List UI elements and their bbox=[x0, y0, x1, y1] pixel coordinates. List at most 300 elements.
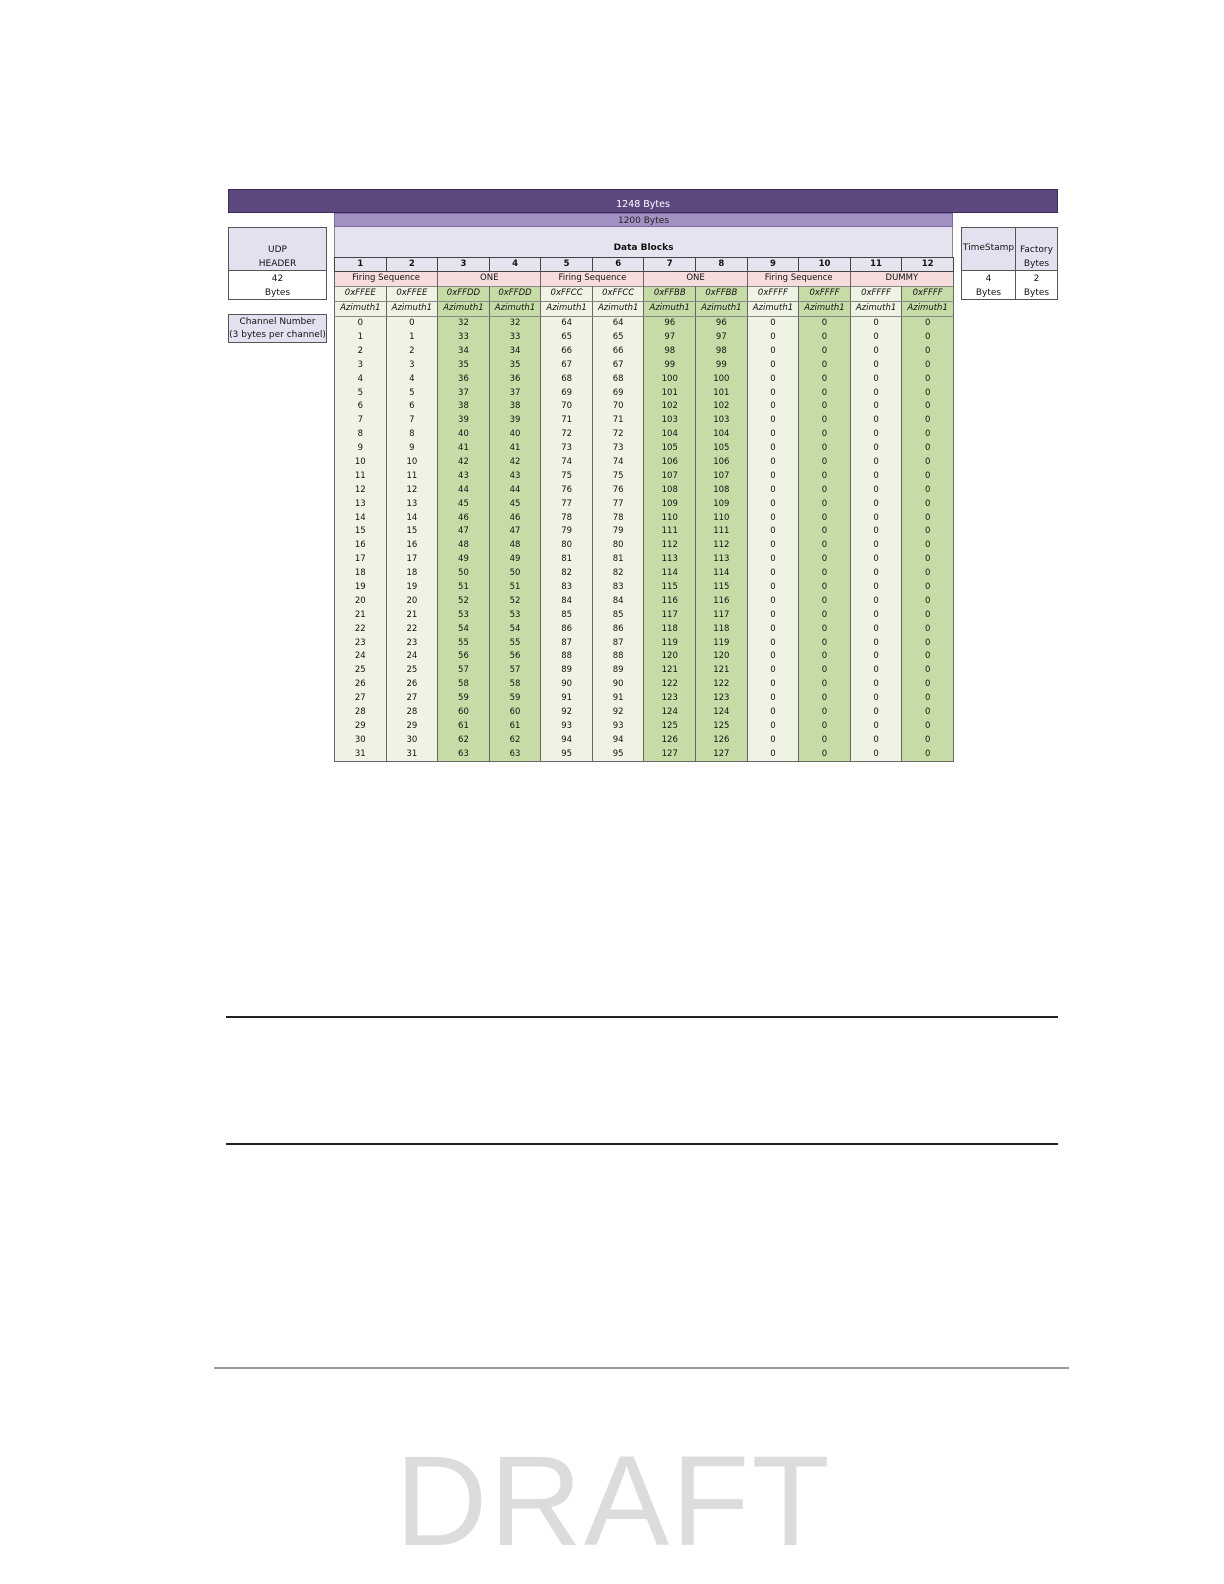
channel-cell: 83 bbox=[592, 581, 644, 595]
block-number: 6 bbox=[592, 258, 644, 272]
udp-header-box bbox=[228, 227, 327, 271]
channel-cell: 0 bbox=[799, 525, 851, 539]
channel-cell: 107 bbox=[644, 469, 696, 483]
channel-cell: 45 bbox=[489, 497, 541, 511]
channel-cell: 0 bbox=[850, 636, 902, 650]
channel-cell: 0 bbox=[850, 650, 902, 664]
channel-row bbox=[335, 636, 954, 650]
divider-top bbox=[226, 1016, 1058, 1018]
channel-row bbox=[335, 344, 954, 358]
channel-cell: 71 bbox=[541, 414, 593, 428]
channel-cell: 116 bbox=[696, 594, 748, 608]
channel-cell: 66 bbox=[592, 344, 644, 358]
channel-cell: 0 bbox=[902, 511, 954, 525]
channel-cell: 62 bbox=[489, 733, 541, 747]
channel-cell: 0 bbox=[902, 525, 954, 539]
channel-cell: 0 bbox=[850, 664, 902, 678]
channel-row bbox=[335, 511, 954, 525]
channel-cell: 47 bbox=[438, 525, 490, 539]
channel-cell: 89 bbox=[541, 664, 593, 678]
channel-cell: 11 bbox=[386, 469, 438, 483]
channel-cell: 111 bbox=[696, 525, 748, 539]
channel-cell: 80 bbox=[592, 539, 644, 553]
sequence-label: ONE bbox=[644, 272, 747, 287]
channel-cell: 0 bbox=[902, 581, 954, 595]
block-flag: 0xFFBB bbox=[644, 286, 696, 301]
channel-row bbox=[335, 594, 954, 608]
channel-cell: 82 bbox=[541, 567, 593, 581]
channel-cell: 0 bbox=[799, 747, 851, 761]
block-number: 3 bbox=[438, 258, 490, 272]
channel-cell: 0 bbox=[747, 567, 799, 581]
channel-cell: 0 bbox=[850, 414, 902, 428]
channel-cell: 0 bbox=[747, 594, 799, 608]
azimuth-label: Azimuth1 bbox=[799, 301, 851, 316]
channel-row bbox=[335, 525, 954, 539]
channel-cell: 0 bbox=[850, 567, 902, 581]
channel-cell: 0 bbox=[799, 553, 851, 567]
block-number: 9 bbox=[747, 258, 799, 272]
block-number: 12 bbox=[902, 258, 954, 272]
channel-cell: 86 bbox=[592, 622, 644, 636]
channel-cell: 126 bbox=[644, 733, 696, 747]
channel-cell: 114 bbox=[696, 567, 748, 581]
channel-cell: 0 bbox=[850, 622, 902, 636]
channel-cell: 92 bbox=[541, 706, 593, 720]
channel-cell: 0 bbox=[747, 650, 799, 664]
channel-cell: 105 bbox=[644, 442, 696, 456]
channel-cell: 120 bbox=[696, 650, 748, 664]
channel-cell: 65 bbox=[541, 331, 593, 345]
block-flag: 0xFFFF bbox=[799, 286, 851, 301]
channel-cell: 80 bbox=[541, 539, 593, 553]
channel-cell: 38 bbox=[489, 400, 541, 414]
channel-cell: 7 bbox=[335, 414, 387, 428]
channel-cell: 0 bbox=[850, 747, 902, 761]
channel-cell: 82 bbox=[592, 567, 644, 581]
channel-cell: 0 bbox=[747, 316, 799, 330]
channel-cell: 57 bbox=[489, 664, 541, 678]
channel-cell: 51 bbox=[438, 581, 490, 595]
channel-cell: 88 bbox=[592, 650, 644, 664]
channel-cell: 104 bbox=[696, 428, 748, 442]
timestamp-size-box bbox=[961, 270, 1016, 300]
channel-cell: 0 bbox=[799, 622, 851, 636]
channel-cell: 0 bbox=[850, 400, 902, 414]
channel-cell: 70 bbox=[592, 400, 644, 414]
channel-cell: 0 bbox=[902, 553, 954, 567]
channel-cell: 97 bbox=[644, 331, 696, 345]
channel-cell: 0 bbox=[850, 316, 902, 330]
channel-cell: 110 bbox=[644, 511, 696, 525]
channel-cell: 47 bbox=[489, 525, 541, 539]
block-flag: 0xFFDD bbox=[489, 286, 541, 301]
channel-cell: 51 bbox=[489, 581, 541, 595]
channel-cell: 110 bbox=[696, 511, 748, 525]
channel-row bbox=[335, 456, 954, 470]
channel-cell: 0 bbox=[747, 733, 799, 747]
channel-cell: 5 bbox=[386, 386, 438, 400]
channel-cell: 109 bbox=[696, 497, 748, 511]
channel-cell: 14 bbox=[386, 511, 438, 525]
channel-row bbox=[335, 747, 954, 761]
channel-cell: 56 bbox=[489, 650, 541, 664]
channel-cell: 98 bbox=[696, 344, 748, 358]
channel-cell: 100 bbox=[696, 372, 748, 386]
azimuth-label: Azimuth1 bbox=[438, 301, 490, 316]
channel-cell: 0 bbox=[747, 720, 799, 734]
channel-cell: 0 bbox=[850, 553, 902, 567]
channel-cell: 124 bbox=[696, 706, 748, 720]
channel-cell: 102 bbox=[644, 400, 696, 414]
channel-cell: 0 bbox=[799, 483, 851, 497]
channel-cell: 91 bbox=[592, 692, 644, 706]
channel-cell: 114 bbox=[644, 567, 696, 581]
sequence-label: Firing Sequence bbox=[335, 272, 438, 287]
channel-cell: 52 bbox=[489, 594, 541, 608]
channel-cell: 41 bbox=[489, 442, 541, 456]
channel-cell: 74 bbox=[592, 456, 644, 470]
channel-cell: 13 bbox=[335, 497, 387, 511]
azimuth-label: Azimuth1 bbox=[696, 301, 748, 316]
channel-cell: 32 bbox=[438, 316, 490, 330]
channel-cell: 111 bbox=[644, 525, 696, 539]
channel-cell: 109 bbox=[644, 497, 696, 511]
channel-cell: 14 bbox=[335, 511, 387, 525]
channel-cell: 37 bbox=[489, 386, 541, 400]
channel-cell: 81 bbox=[541, 553, 593, 567]
channel-row bbox=[335, 483, 954, 497]
channel-cell: 79 bbox=[541, 525, 593, 539]
block-number: 2 bbox=[386, 258, 438, 272]
channel-cell: 0 bbox=[747, 483, 799, 497]
channel-cell: 42 bbox=[438, 456, 490, 470]
block-number: 8 bbox=[696, 258, 748, 272]
channel-cell: 0 bbox=[850, 428, 902, 442]
channel-cell: 0 bbox=[799, 497, 851, 511]
channel-cell: 0 bbox=[799, 733, 851, 747]
channel-cell: 40 bbox=[489, 428, 541, 442]
azimuth-row bbox=[335, 301, 954, 316]
channel-cell: 52 bbox=[438, 594, 490, 608]
channel-cell: 20 bbox=[335, 594, 387, 608]
channel-cell: 26 bbox=[335, 678, 387, 692]
channel-cell: 87 bbox=[541, 636, 593, 650]
channel-row bbox=[335, 608, 954, 622]
channel-cell: 118 bbox=[644, 622, 696, 636]
channel-cell: 24 bbox=[386, 650, 438, 664]
channel-cell: 117 bbox=[696, 608, 748, 622]
channel-cell: 0 bbox=[747, 372, 799, 386]
channel-cell: 0 bbox=[747, 456, 799, 470]
channel-cell: 123 bbox=[644, 692, 696, 706]
channel-cell: 0 bbox=[850, 706, 902, 720]
channel-cell: 123 bbox=[696, 692, 748, 706]
channel-cell: 66 bbox=[541, 344, 593, 358]
channel-cell: 0 bbox=[747, 497, 799, 511]
channel-cell: 65 bbox=[592, 331, 644, 345]
channel-cell: 32 bbox=[489, 316, 541, 330]
channel-cell: 43 bbox=[489, 469, 541, 483]
divider-bottom bbox=[226, 1143, 1058, 1145]
channel-cell: 0 bbox=[850, 456, 902, 470]
block-flag: 0xFFFF bbox=[902, 286, 954, 301]
channel-cell: 0 bbox=[850, 539, 902, 553]
block-flag: 0xFFEE bbox=[386, 286, 438, 301]
sequence-label: Firing Sequence bbox=[541, 272, 644, 287]
channel-cell: 86 bbox=[541, 622, 593, 636]
channel-cell: 2 bbox=[386, 344, 438, 358]
channel-cell: 0 bbox=[747, 358, 799, 372]
channel-cell: 22 bbox=[335, 622, 387, 636]
channel-cell: 101 bbox=[644, 386, 696, 400]
channel-cell: 79 bbox=[592, 525, 644, 539]
channel-cell: 44 bbox=[438, 483, 490, 497]
channel-cell: 53 bbox=[438, 608, 490, 622]
channel-cell: 99 bbox=[696, 358, 748, 372]
channel-cell: 0 bbox=[799, 331, 851, 345]
channel-cell: 46 bbox=[489, 511, 541, 525]
channel-cell: 0 bbox=[799, 442, 851, 456]
channel-cell: 73 bbox=[541, 442, 593, 456]
channel-cell: 34 bbox=[489, 344, 541, 358]
channel-row bbox=[335, 622, 954, 636]
factory-box bbox=[1015, 227, 1058, 271]
channel-cell: 0 bbox=[747, 428, 799, 442]
channel-cell: 91 bbox=[541, 692, 593, 706]
channel-cell: 53 bbox=[489, 608, 541, 622]
channel-cell: 0 bbox=[902, 622, 954, 636]
channel-cell: 59 bbox=[438, 692, 490, 706]
channel-cell: 0 bbox=[902, 594, 954, 608]
channel-cell: 77 bbox=[592, 497, 644, 511]
channel-cell: 41 bbox=[438, 442, 490, 456]
channel-cell: 0 bbox=[902, 678, 954, 692]
channel-row bbox=[335, 581, 954, 595]
channel-cell: 54 bbox=[438, 622, 490, 636]
block-number: 5 bbox=[541, 258, 593, 272]
azimuth-label: Azimuth1 bbox=[489, 301, 541, 316]
channel-cell: 0 bbox=[850, 594, 902, 608]
channel-row bbox=[335, 386, 954, 400]
channel-cell: 55 bbox=[438, 636, 490, 650]
channel-cell: 106 bbox=[644, 456, 696, 470]
channel-cell: 85 bbox=[541, 608, 593, 622]
channel-row bbox=[335, 539, 954, 553]
channel-row bbox=[335, 316, 954, 330]
channel-cell: 43 bbox=[438, 469, 490, 483]
channel-cell: 0 bbox=[747, 414, 799, 428]
channel-cell: 44 bbox=[489, 483, 541, 497]
channel-cell: 58 bbox=[489, 678, 541, 692]
channel-cell: 0 bbox=[799, 539, 851, 553]
channel-cell: 108 bbox=[696, 483, 748, 497]
channel-cell: 115 bbox=[696, 581, 748, 595]
block-number: 11 bbox=[850, 258, 902, 272]
channel-cell: 30 bbox=[335, 733, 387, 747]
channel-cell: 0 bbox=[850, 511, 902, 525]
channel-cell: 5 bbox=[335, 386, 387, 400]
block-flag: 0xFFCC bbox=[541, 286, 593, 301]
channel-cell: 0 bbox=[799, 594, 851, 608]
channel-cell: 20 bbox=[386, 594, 438, 608]
channel-cell: 19 bbox=[386, 581, 438, 595]
channel-cell: 77 bbox=[541, 497, 593, 511]
channel-note-line2: (3 bytes per channel) bbox=[229, 330, 326, 340]
channel-cell: 18 bbox=[386, 567, 438, 581]
channel-cell: 0 bbox=[850, 608, 902, 622]
channel-cell: 48 bbox=[438, 539, 490, 553]
channel-cell: 54 bbox=[489, 622, 541, 636]
channel-cell: 0 bbox=[747, 706, 799, 720]
channel-cell: 31 bbox=[386, 747, 438, 761]
channel-cell: 50 bbox=[438, 567, 490, 581]
channel-cell: 7 bbox=[386, 414, 438, 428]
channel-cell: 35 bbox=[489, 358, 541, 372]
channel-cell: 58 bbox=[438, 678, 490, 692]
channel-cell: 36 bbox=[438, 372, 490, 386]
channel-cell: 64 bbox=[592, 316, 644, 330]
channel-cell: 56 bbox=[438, 650, 490, 664]
channel-cell: 0 bbox=[799, 414, 851, 428]
channel-cell: 127 bbox=[696, 747, 748, 761]
channel-cell: 0 bbox=[799, 720, 851, 734]
total-bytes-bar: 1248 Bytes bbox=[228, 189, 1058, 213]
channel-cell: 122 bbox=[696, 678, 748, 692]
channel-cell: 84 bbox=[592, 594, 644, 608]
block-flag-row bbox=[335, 286, 954, 301]
channel-cell: 75 bbox=[541, 469, 593, 483]
azimuth-label: Azimuth1 bbox=[335, 301, 387, 316]
channel-cell: 18 bbox=[335, 567, 387, 581]
channel-cell: 122 bbox=[644, 678, 696, 692]
channel-cell: 106 bbox=[696, 456, 748, 470]
channel-cell: 0 bbox=[747, 581, 799, 595]
channel-row bbox=[335, 400, 954, 414]
channel-cell: 0 bbox=[850, 331, 902, 345]
data-blocks-table bbox=[334, 257, 954, 762]
data-blocks-heading: Data Blocks bbox=[334, 227, 953, 257]
factory-size-value: 2 bbox=[1033, 274, 1040, 284]
channel-row bbox=[335, 664, 954, 678]
channel-cell: 29 bbox=[386, 720, 438, 734]
channel-cell: 0 bbox=[747, 608, 799, 622]
channel-cell: 0 bbox=[850, 358, 902, 372]
channel-cell: 75 bbox=[592, 469, 644, 483]
channel-cell: 2 bbox=[335, 344, 387, 358]
channel-cell: 97 bbox=[696, 331, 748, 345]
channel-cell: 64 bbox=[541, 316, 593, 330]
channel-cell: 0 bbox=[902, 372, 954, 386]
channel-cell: 0 bbox=[850, 344, 902, 358]
channel-cell: 59 bbox=[489, 692, 541, 706]
channel-cell: 25 bbox=[335, 664, 387, 678]
channel-cell: 0 bbox=[850, 442, 902, 456]
channel-cell: 9 bbox=[386, 442, 438, 456]
channel-cell: 0 bbox=[850, 581, 902, 595]
channel-cell: 113 bbox=[644, 553, 696, 567]
channel-row bbox=[335, 650, 954, 664]
channel-cell: 96 bbox=[696, 316, 748, 330]
channel-cell: 3 bbox=[335, 358, 387, 372]
channel-cell: 121 bbox=[696, 664, 748, 678]
channel-number-note bbox=[228, 314, 327, 343]
channel-cell: 15 bbox=[335, 525, 387, 539]
channel-cell: 0 bbox=[850, 733, 902, 747]
channel-cell: 25 bbox=[386, 664, 438, 678]
block-flag: 0xFFFF bbox=[850, 286, 902, 301]
channel-cell: 28 bbox=[386, 706, 438, 720]
timestamp-size-unit: Bytes bbox=[975, 288, 1002, 298]
channel-cell: 0 bbox=[902, 497, 954, 511]
channel-cell: 0 bbox=[747, 344, 799, 358]
channel-cell: 116 bbox=[644, 594, 696, 608]
channel-cell: 0 bbox=[902, 456, 954, 470]
channel-cell: 22 bbox=[386, 622, 438, 636]
channel-cell: 71 bbox=[592, 414, 644, 428]
block-flag: 0xFFCC bbox=[592, 286, 644, 301]
draft-watermark: DRAFT bbox=[395, 1430, 832, 1573]
channel-cell: 12 bbox=[335, 483, 387, 497]
channel-cell: 107 bbox=[696, 469, 748, 483]
channel-cell: 0 bbox=[902, 692, 954, 706]
channel-cell: 0 bbox=[902, 428, 954, 442]
channel-cell: 117 bbox=[644, 608, 696, 622]
channel-cell: 0 bbox=[902, 331, 954, 345]
channel-cell: 90 bbox=[541, 678, 593, 692]
channel-cell: 94 bbox=[541, 733, 593, 747]
channel-cell: 81 bbox=[592, 553, 644, 567]
channel-row bbox=[335, 678, 954, 692]
channel-cell: 76 bbox=[592, 483, 644, 497]
channel-cell: 0 bbox=[747, 636, 799, 650]
channel-cell: 0 bbox=[902, 469, 954, 483]
channel-note-line1: Channel Number bbox=[239, 317, 316, 327]
channel-cell: 0 bbox=[850, 483, 902, 497]
channel-cell: 90 bbox=[592, 678, 644, 692]
channel-cell: 0 bbox=[747, 511, 799, 525]
channel-cell: 67 bbox=[541, 358, 593, 372]
channel-cell: 0 bbox=[902, 483, 954, 497]
channel-cell: 0 bbox=[850, 678, 902, 692]
channel-cell: 72 bbox=[541, 428, 593, 442]
sequence-label: DUMMY bbox=[850, 272, 953, 287]
channel-cell: 0 bbox=[799, 706, 851, 720]
channel-cell: 93 bbox=[541, 720, 593, 734]
channel-cell: 6 bbox=[386, 400, 438, 414]
udp-size-value: 42 bbox=[271, 274, 284, 284]
factory-size-unit: Bytes bbox=[1023, 288, 1050, 298]
channel-cell: 0 bbox=[799, 428, 851, 442]
channel-cell: 16 bbox=[335, 539, 387, 553]
channel-cell: 68 bbox=[592, 372, 644, 386]
channel-cell: 16 bbox=[386, 539, 438, 553]
channel-cell: 125 bbox=[696, 720, 748, 734]
channel-cell: 0 bbox=[799, 678, 851, 692]
channel-cell: 108 bbox=[644, 483, 696, 497]
channel-cell: 30 bbox=[386, 733, 438, 747]
channel-row bbox=[335, 733, 954, 747]
channel-cell: 76 bbox=[541, 483, 593, 497]
sequence-row bbox=[335, 272, 954, 287]
channel-cell: 15 bbox=[386, 525, 438, 539]
timestamp-label: TimeStamp bbox=[962, 243, 1015, 253]
channel-cell: 26 bbox=[386, 678, 438, 692]
channel-cell: 13 bbox=[386, 497, 438, 511]
channel-row bbox=[335, 372, 954, 386]
channel-cell: 96 bbox=[644, 316, 696, 330]
channel-cell: 0 bbox=[799, 372, 851, 386]
